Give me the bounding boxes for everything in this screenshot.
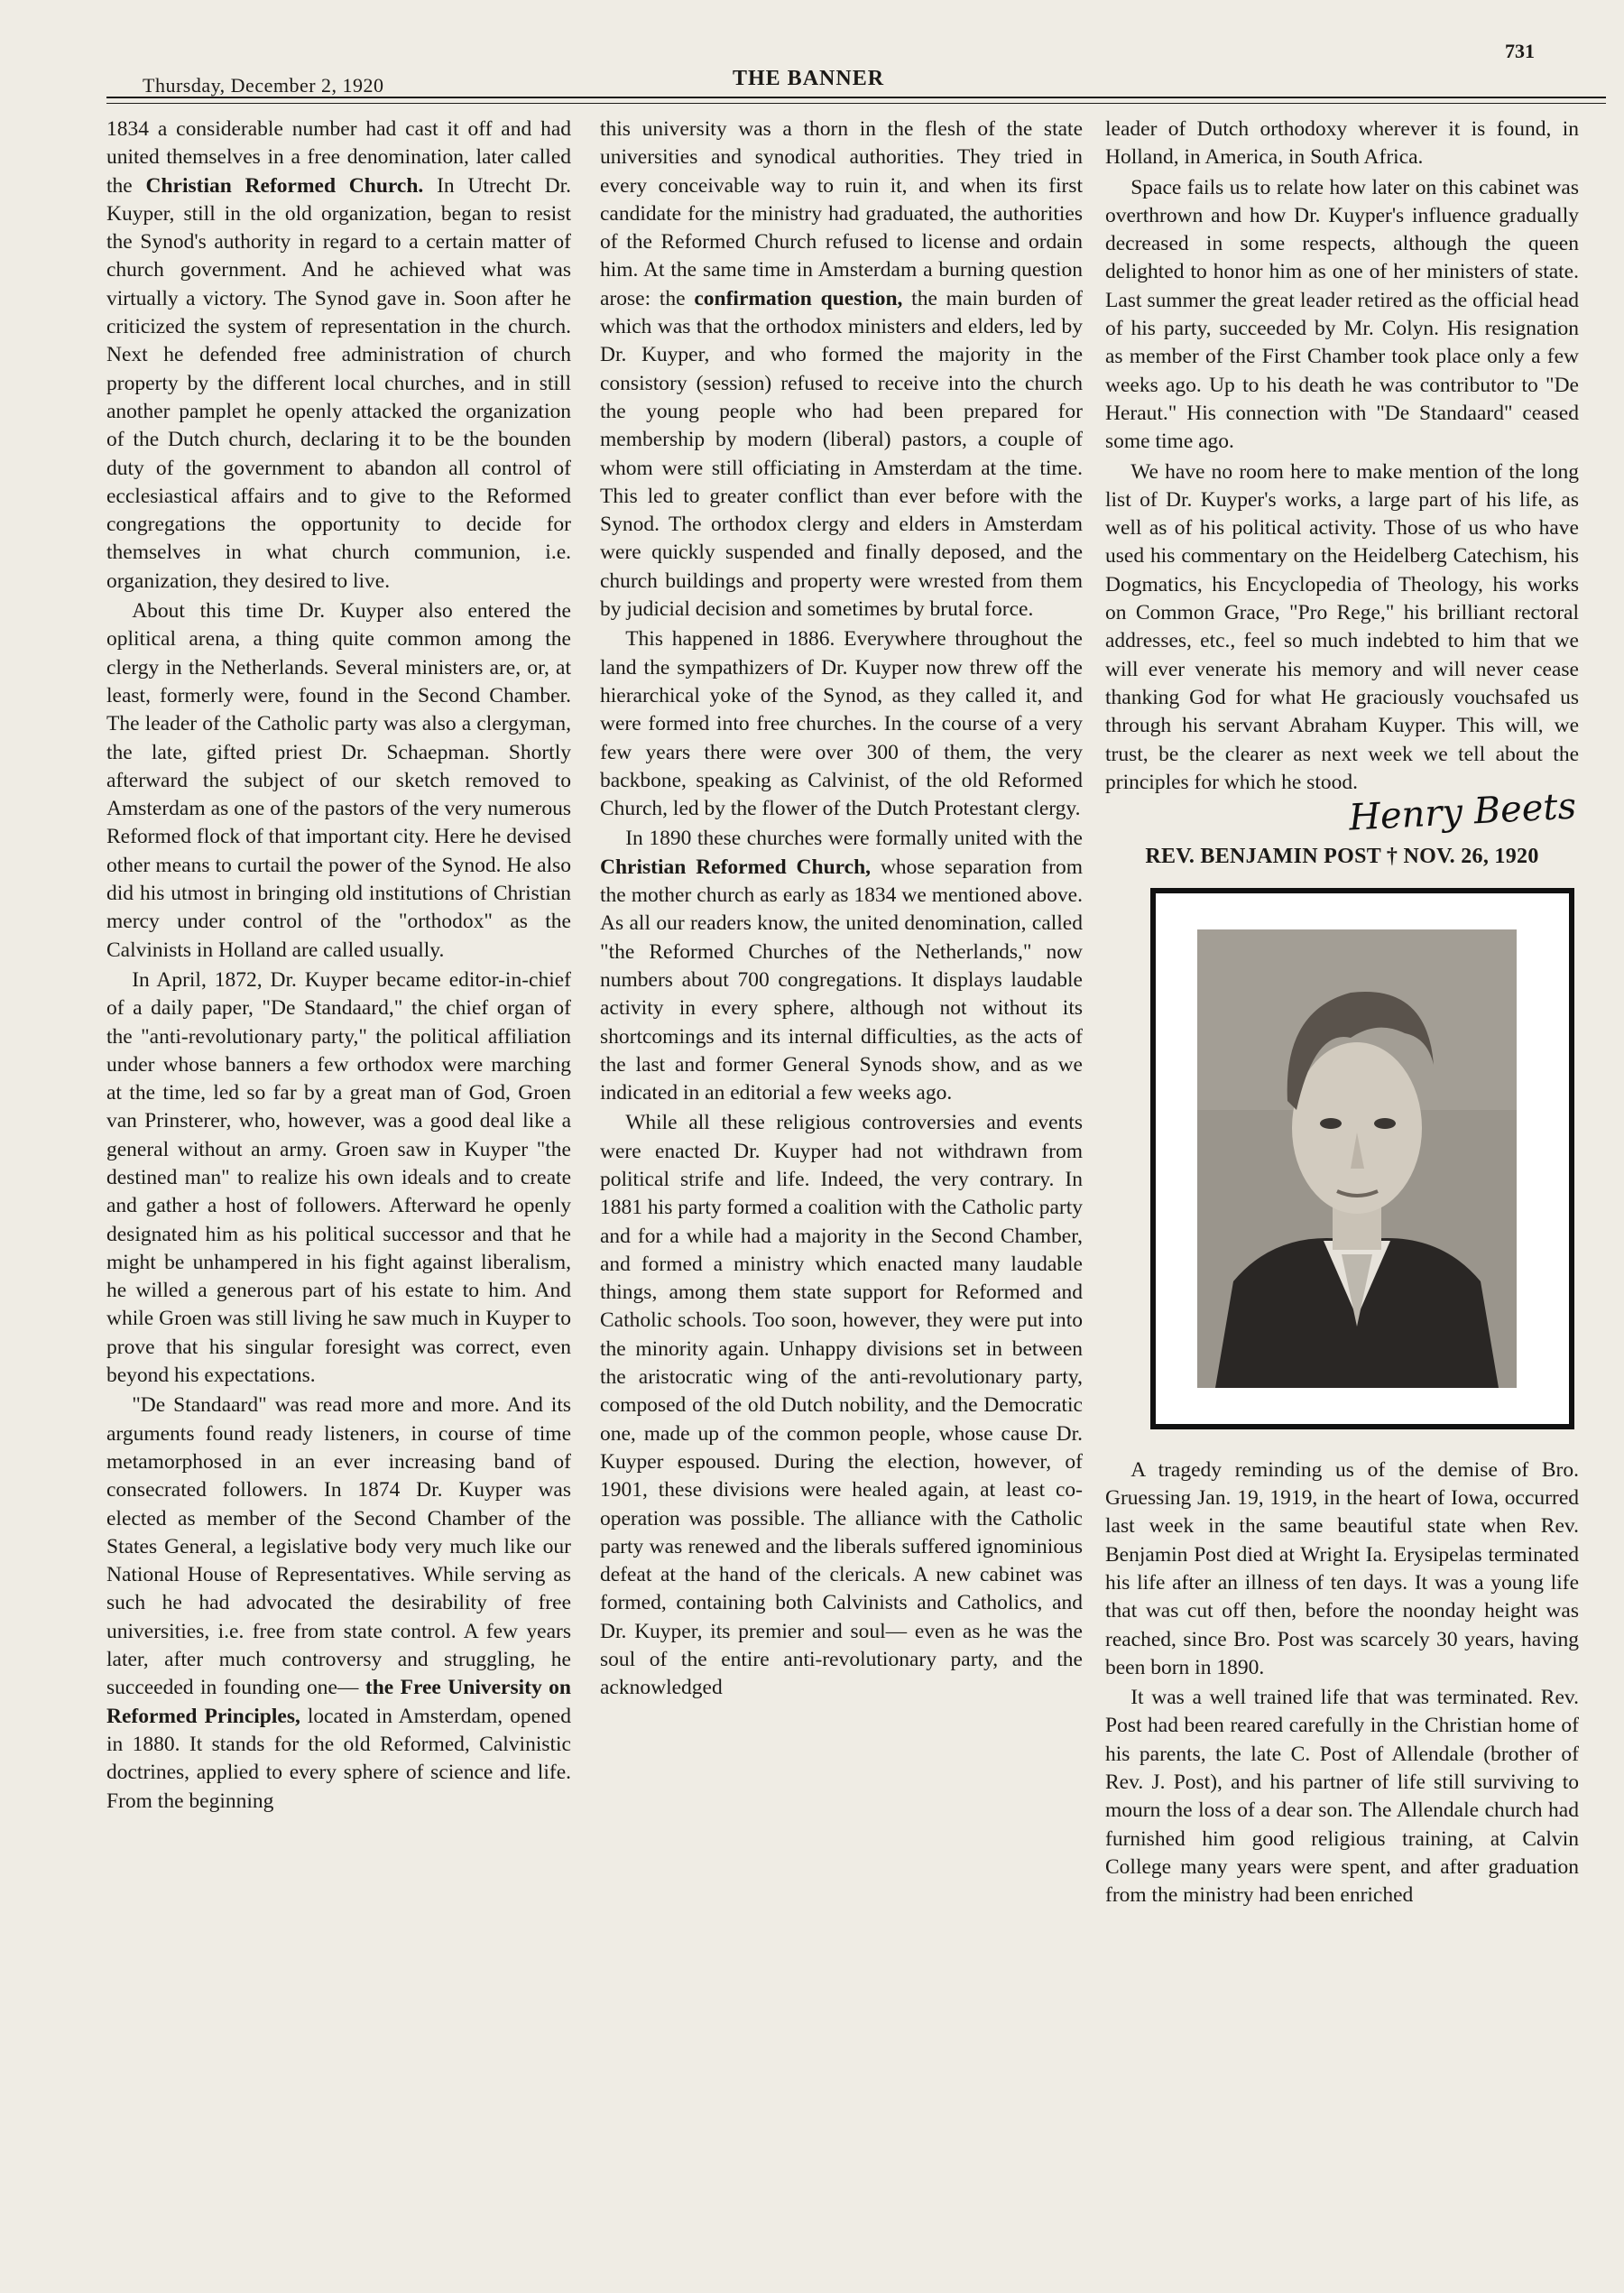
portrait-frame: [1150, 888, 1574, 1429]
portrait-image: [1197, 929, 1517, 1388]
paragraph: About this time Dr. Kuyper also entered the oplitical arena, a thing quite common among the clergy in the Netherlands. Several ministers are, or, at least, formerly were, found in the Second Chamber. The leader of the Catholic party was also a clergyman, the late, gifted priest Dr. Schaepman. Shortly afterward the subject of our sketch removed to Amsterdam as one of the pastors of the very numerous Reformed flock of that important city. Here he devised other means to curtail the power of the Synod. He also did his utmost in bringing old institutions of Christian mercy under control of the "orthodox" as the Calvinists in Holland are called usually.: [106, 599, 571, 962]
portrait-photo: [1197, 929, 1517, 1388]
page-number: 731: [1505, 40, 1535, 62]
paragraph: "De Standaard" was read more and more. And its arguments found ready listeners, in course of time metamorphosed in an ever increasing band of consecrated followers. In 1874 Dr. Kuyper was elected as member of the Second Chamber of the States General, a legislative body very much like our National House of Representatives. While serving as such he had advocated the desirability of free universities, i.e. free from state control. A few years later, after much controversy and struggling, he succeeded in founding one— the Free University on Reformed Principles, located in Amsterdam, opened in 1880. It stands for the old Reformed, Calvinistic doctrines, applied to every sphere of science and life. From the beginning: [106, 1393, 571, 1813]
paragraph: In April, 1872, Dr. Kuyper became editor-in-chief of a daily paper, "De Standaard," the chief organ of the "anti-revolutionary party," the political affiliation under whose banners a few orthodox were marching at the time, led so far by a great man of God, Groen van Prinsterer, who, however, was a good deal like a general without an army. Groen saw in Kuyper "the destined man" to realize his own ideals and to create and gather a host of followers. Afterward he openly designated him as his political successor and that he might be unhampered in his fight against liberalism, he willed a generous part of his estate to him. And while Groen was still living he saw much in Kuyper to prove that his singular foresight was correct, even beyond his expectations.: [106, 967, 571, 1388]
paragraph: We have no room here to make mention of the long list of Dr. Kuyper's works, a large part of his life, as well as of his political activity. Those of us who have used his commentary on the Heidelberg Catechism, his Dogmatics, his Encyclopedia of Theology, his works on Common Grace, "Pro Rege," his brilliant rectoral addresses, etc., feel so much indebted to him that we will ever venerate his memory and will never cease thanking God for what He graciously vouchsafed us through his servant Abraham Kuyper. This will, we trust, be the clearer as next week we tell about the principles for which he stood.: [1105, 459, 1579, 794]
paragraph: this university was a thorn in the flesh of the state universities and synodical authorities. They tried in every conceivable way to ruin it, and when its first candidate for the ministry had graduated, the authorities of the Reformed Church refused to license and ordain him. At the same time in Amsterdam a burning question arose: the confirmation question, the main burden of which was that the orthodox ministers and elders, led by Dr. Kuyper, and who formed the majority in the consistory (session) refused to receive into the church the young people who had been prepared for membership by modern (liberal) pastors, a couple of whom were still officiating in Amsterdam at the time. This led to greater conflict than ever before with the Synod. The orthodox clergy and elders in Amsterdam were quickly suspended and finally deposed, and the church buildings and property were wrested from them by judicial decision and sometimes by brutal force.: [600, 117, 1083, 622]
header-rule: [106, 97, 1606, 98]
paragraph: leader of Dutch orthodoxy wherever it is found, in Holland, in America, in South Africa.: [1105, 117, 1579, 170]
paragraph: 1834 a considerable number had cast it off and had united themselves in a free denomination, later called the Christian Reformed Church. In Utrecht Dr. Kuyper, still in the old organization, began to resist the Synod's authority in regard to a certain matter of church government. And he achieved what was virtually a victory. The Synod gave in. Soon after he criticized the system of representation in the church. Next he defended free administration of church property by the different local churches, and in still another pamplet he openly attacked the organization of the Dutch church, declaring it to be the bounden duty of the government to abandon all control of ecclesiastical affairs and to give to the Reformed congregations the opportunity to decide for themselves in what church communion, i.e. organization, they desired to live.: [106, 117, 572, 593]
column-3: [1105, 116, 1579, 1911]
paragraph: While all these religious controversies and events were enacted Dr. Kuyper had not withdrawn from political strife and life. Indeed, the very contrary. In 1881 his party formed a coalition with the Catholic party and for a while had a majority in the Second Chamber, and formed a ministry which enacted many laudable things, among them state support for Reformed and Catholic schools. Too soon, however, they were put into the minority again. Unhappy divisions set in between the aristocratic wing of the anti-revolutionary party, composed of the old Dutch nobility, and the Democratic one, made up of the common people, whose cause Dr. Kuyper espoused. During the election, however, of 1901, these divisions were healed again, at least co-operation was possible. The alliance with the Catholic party was renewed and the liberals suffered ignominious defeat at the hand of the clericals. A new cabinet was formed, containing both Calvinists and Catholics, and Dr. Kuyper, its premier and soul— even as he was the soul of the entire anti-revolutionary party, and the acknowledged: [600, 1111, 1083, 1700]
obituary-heading: REV. BENJAMIN POST † NOV. 26, 1920: [1145, 845, 1539, 869]
author-signature: Henry Beets: [1347, 785, 1578, 839]
paragraph: Space fails us to relate how later on this cabinet was overthrown and how Dr. Kuyper's influence gradually decreased in some respects, although the queen delighted to honor him as one of her ministers of state. Last summer the great leader retired as the official head of his party, succeeded by Mr. Colyn. His resignation as member of the First Chamber took place only a few weeks ago. Up to his death he was contributor to "De Heraut." His connection with "De Standaard" ceased some time ago.: [1105, 175, 1579, 454]
paragraph: It was a well trained life that was terminated. Rev. Post had been reared carefully in the Christian home of his parents, the late C. Post of Allendale (brother of Rev. J. Post), and his partner of life still surviving to mourn the loss of a dear son. The Allendale church had furnished him good religious training, at Calvin College many years were spent, and after graduation from the ministry had been enriched: [1105, 1686, 1579, 1908]
publication-title: THE BANNER: [733, 67, 885, 90]
column-1: [106, 116, 571, 1817]
paragraph: A tragedy reminding us of the demise of Bro. Gruessing Jan. 19, 1919, in the heart of Iowa, occurred last week in the same beautiful state when Rev. Benjamin Post died at Wright Ia. Erysipelas terminated his life after an illness of ten days. It was a young life that was cut off then, before the noonday height was reached, since Bro. Post was scarcely 30 years, having been born in 1890.: [1105, 1457, 1579, 1679]
header-rule-thin: [106, 103, 1606, 104]
paragraph: This happened in 1886. Everywhere throughout the land the sympathizers of Dr. Kuyper now threw off the hierarchical yoke of the Synod, as they called it, and were formed into free churches. In the course of a very few years there were over 300 of them, the very backbone, speaking as Calvinist, of the old Reformed Church, led by the flower of the Dutch Protestant clergy.: [600, 627, 1083, 821]
paragraph: In 1890 these churches were formally united with the Christian Reformed Church, whose separation from the mother church as early as 1834 we mentioned above. As all our readers know, the united denomination, called "the Reformed Churches of the Netherlands," now numbers about 700 congregations. It displays laudable activity in every sphere, although not without its shortcomings and its internal difficulties, as the acts of the last and former General Synods show, and as we indicated in an editorial a few weeks ago.: [600, 827, 1083, 1105]
issue-date: Thursday, December 2, 1920: [143, 74, 384, 97]
column-2: [600, 116, 1083, 1705]
